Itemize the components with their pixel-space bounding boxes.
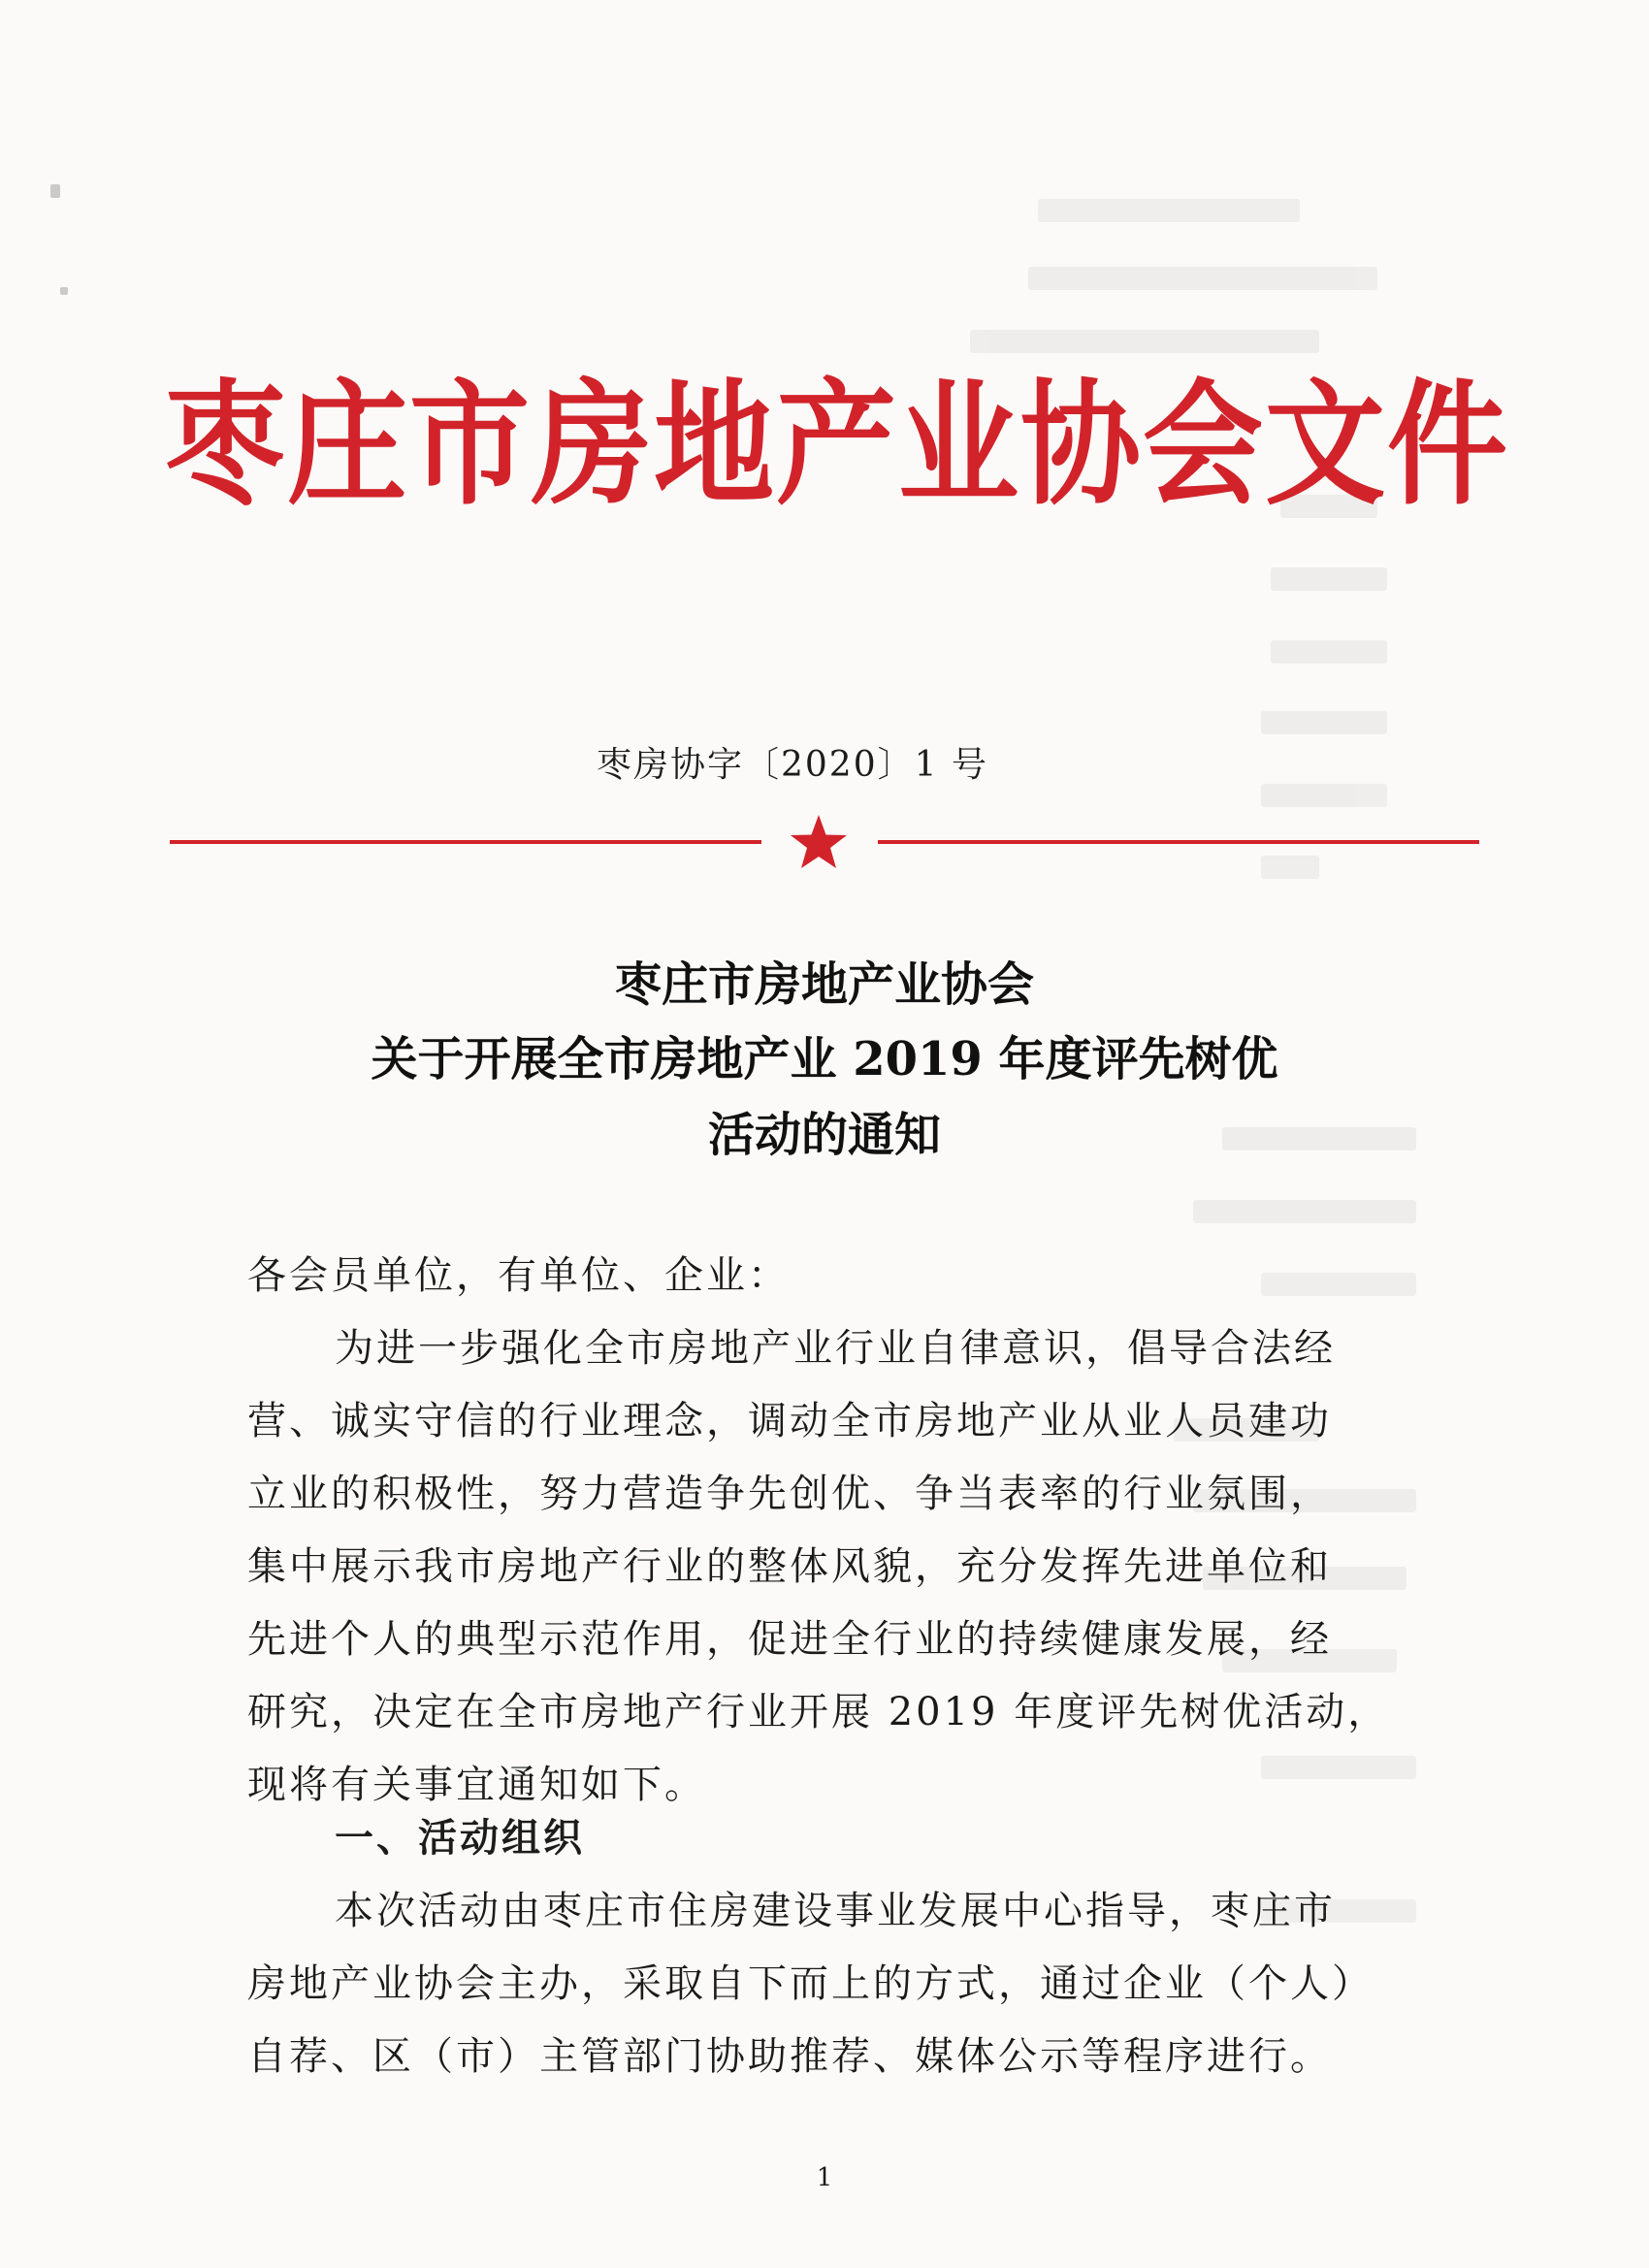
- scan-mark: [50, 184, 60, 198]
- paragraph-line: 先进个人的典型示范作用，促进全行业的持续健康发展，经: [247, 1617, 1332, 1662]
- notice-title-line-2: 关于开展全市房地产业 2019 年度评先树优: [371, 1032, 1278, 1086]
- paragraph-line: 营、诚实守信的行业理念，调动全市房地产业从业人员建功: [247, 1399, 1332, 1443]
- header-divider-right: [878, 840, 1479, 844]
- notice-title-line-1: 枣庄市房地产业协会: [614, 957, 1034, 1012]
- red-star-icon: [788, 813, 850, 871]
- paragraph-line: 集中展示我市房地产行业的整体风貌，充分发挥先进单位和: [247, 1544, 1332, 1589]
- paragraph-line: 自荐、区（市）主管部门协助推荐、媒体公示等程序进行。: [247, 2034, 1332, 2079]
- document-number: 枣房协字〔2020〕1 号: [597, 745, 988, 785]
- page-number: 1: [816, 2163, 833, 2192]
- header-divider-left: [170, 840, 761, 844]
- paragraph-line: 本次活动由枣庄市住房建设事业发展中心指导，枣庄市: [335, 1889, 1336, 1933]
- paragraph-line: 立业的积极性，努力营造争先创优、争当表率的行业氛围，: [247, 1472, 1332, 1516]
- notice-title-line-3: 活动的通知: [707, 1108, 941, 1162]
- paragraph-line: 现将有关事宜通知如下。: [247, 1763, 706, 1807]
- document-header-title: 枣庄市房地产业协会文件: [165, 366, 1510, 525]
- paragraph-line: 房地产业协会主办，采取自下而上的方式，通过企业（个人）: [247, 1961, 1374, 2006]
- scan-mark: [60, 287, 68, 295]
- section-heading: 一、活动组织: [335, 1815, 585, 1861]
- paragraph-line: 为进一步强化全市房地产业行业自律意识，倡导合法经: [335, 1326, 1336, 1371]
- paragraph-line: 研究，决定在全市房地产行业开展 2019 年度评先树优活动，: [247, 1690, 1390, 1734]
- salutation: 各会员单位，有单位、企业：: [247, 1253, 790, 1298]
